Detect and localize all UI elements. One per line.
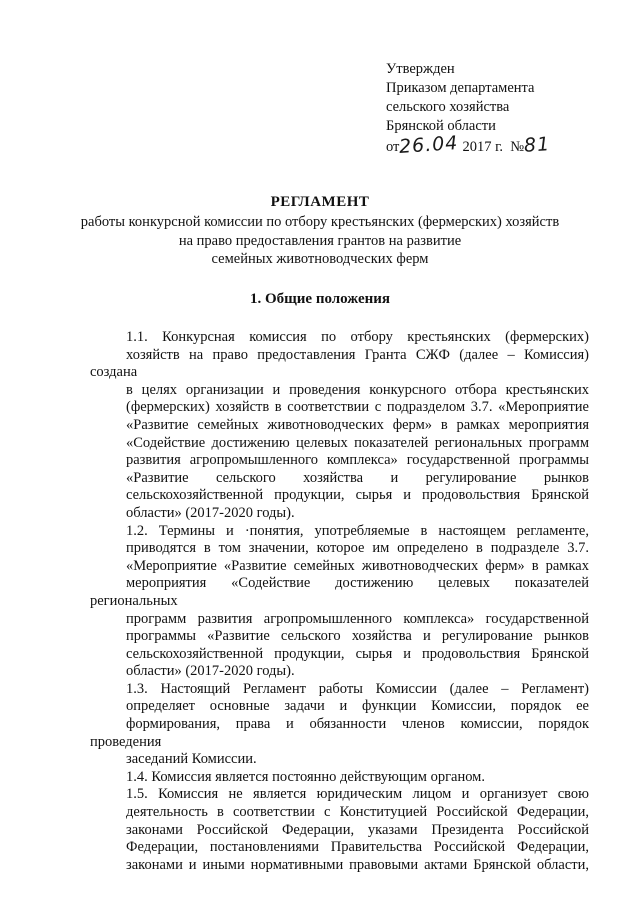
approval-line: Брянской области <box>386 118 496 134</box>
text-line: 1.1. Конкурсная комиссия по отбору крестьянских (фермерских) <box>126 329 589 345</box>
text-line: Федерации, постановлениями Правительства Российской Федерации, <box>126 839 589 856</box>
handwritten-number: 81 <box>523 133 551 157</box>
text-line: заседаний Комиссии. <box>126 751 257 768</box>
document-subtitle <box>60 213 580 269</box>
approval-date-line <box>386 131 616 159</box>
number-prefix: № <box>510 139 525 155</box>
paragraph-1-4 <box>90 769 589 787</box>
text-line: определяет основные задачи и функции Комиссии, порядок ее <box>126 698 589 715</box>
text-line: «Развитие семейных животноводческих ферм» в рамках мероприятия <box>126 416 589 433</box>
approval-line: Приказом департамента <box>386 80 535 96</box>
text-line: сельскохозяйственной продукции, сырья и продовольствия Брянской <box>126 487 589 504</box>
text-line: 1.5. Комиссия не является юридическим лицом и организует свою <box>126 786 589 803</box>
text-line: области» (2017-2020 годы). <box>126 504 295 521</box>
text-line: развития агропромышленного комплекса» государственной программы <box>126 452 589 469</box>
document-body <box>90 329 589 874</box>
approval-line: Утвержден <box>386 61 455 77</box>
approval-stamp-block <box>386 60 616 157</box>
text-line: формирования, права и обязанности членов комиссии, порядок проведения <box>90 716 589 750</box>
text-line: 1.4. Комиссия является постоянно действующим органом. <box>126 768 485 785</box>
text-line: программы «Развитие сельского хозяйства и регулирование рынков <box>126 628 589 645</box>
text-line: «Развитие сельского хозяйства и регулирование рынков <box>126 469 589 486</box>
subtitle-line: работы конкурсной комиссии по отбору крестьянских (фермерских) хозяйств <box>80 214 560 230</box>
paragraph-1-5 <box>90 786 589 874</box>
text-line: (фермерских) хозяйств в соответствии с подразделом 3.7. «Мероприятие <box>126 399 589 416</box>
text-line: в целях организации и проведения конкурсного отбора крестьянских <box>126 381 589 398</box>
approval-line: сельского хозяйства <box>386 99 510 115</box>
subtitle-line: на право предоставления грантов на развитие <box>178 232 462 249</box>
text-line: деятельность в соответствии с Конституцией Российской Федерации, <box>126 804 589 821</box>
text-line: 1.2. Термины и ·понятия, употребляемые в настоящем регламенте, <box>126 522 589 539</box>
text-line: мероприятия «Содействие достижению целевых показателей региональных <box>90 575 589 609</box>
handwritten-date: 26.04 <box>398 131 460 159</box>
text-line: 1.3. Настоящий Регламент работы Комиссии (далее – Регламент) <box>126 680 589 697</box>
date-prefix: от <box>386 139 400 155</box>
document-title: РЕГЛАМЕНТ <box>270 194 370 210</box>
text-line: законами Российской Федерации, указами Президента Российской <box>126 821 589 838</box>
paragraph-1-2 <box>90 523 589 681</box>
subtitle-line: семейных животноводческих ферм <box>211 251 429 267</box>
paragraph-1-1 <box>90 329 589 523</box>
date-year: 2017 г. <box>462 139 503 155</box>
text-line: области» (2017-2020 годы). <box>126 663 295 680</box>
text-line: законами и иными нормативными правовыми актами Брянской области, <box>126 856 589 873</box>
paragraph-1-3 <box>90 681 589 769</box>
text-line: программ развития агропромышленного комплекса» государственной <box>126 610 589 627</box>
text-line: хозяйств на право предоставления Гранта СЖФ (далее – Комиссия) создана <box>90 346 589 381</box>
section-heading: 1. Общие положения <box>249 291 391 307</box>
text-line: приводятся в том значении, которое им определено в подразделе 3.7. <box>126 540 589 557</box>
text-line: сельскохозяйственной продукции, сырья и продовольствия Брянской <box>126 645 589 662</box>
text-line: «Содействие достижению целевых показателей региональных программ <box>126 434 589 451</box>
text-line: «Мероприятие «Развитие семейных животноводческих ферм» в рамках <box>126 557 589 574</box>
